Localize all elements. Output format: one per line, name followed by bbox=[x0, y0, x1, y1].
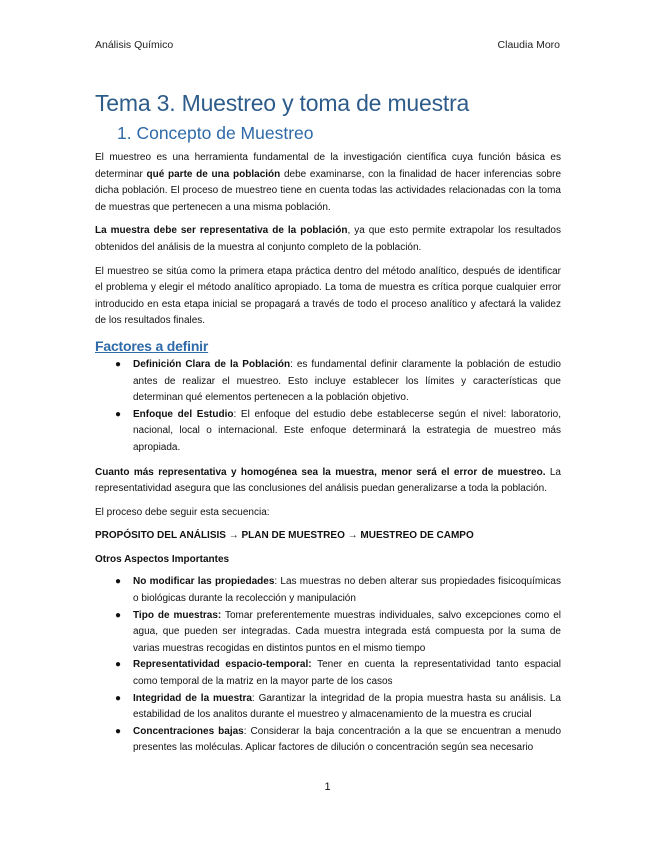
list-item bbox=[95, 357, 561, 407]
list-item-text: : es fundamental definir claramente la población de estudio antes de realizar el muestreo. Esto incluye establecer los límites y características que determinan qué elementos pertenecen a la población objetivo. bbox=[133, 358, 561, 404]
list-item-text: : Considerar la baja concentración a la que se encuentran a menudo presentes las moléculas. Aplicar factores de dilución o concentración según sea necesario bbox=[133, 725, 562, 754]
bullet-icon: ● bbox=[115, 408, 122, 420]
page-number: 1 bbox=[324, 781, 331, 793]
bullet-icon: ● bbox=[115, 576, 122, 588]
bullet-icon: ● bbox=[115, 692, 122, 704]
document-body bbox=[95, 88, 561, 765]
otros-heading: Otros Aspectos Importantes bbox=[95, 553, 230, 565]
p1-text-c: debe examinarse, con la finalidad de hacer inferencias sobre dicha población. El proceso de muestreo tiene en cuenta todas las actividades relacionadas con la toma de muestras que pertenecen a una misma población. bbox=[95, 168, 562, 213]
list-item bbox=[95, 657, 561, 690]
factores-list bbox=[95, 357, 561, 457]
list-item-text: : Las muestras no deben alterar sus propiedades fisicoquímicas o biológicas durante la recolección y manipulación bbox=[133, 576, 561, 605]
list-item-text: : Garantizar la integridad de la propia muestra hasta su análisis. La estabilidad de los analitos durante el muestreo y almacenamiento de la muestra es crucial bbox=[133, 692, 561, 721]
list-item bbox=[95, 608, 561, 658]
paragraph-1 bbox=[95, 150, 561, 216]
bullet-icon: ● bbox=[115, 659, 122, 671]
paragraph-2 bbox=[95, 223, 561, 256]
bullet-icon: ● bbox=[115, 725, 122, 737]
list-item-bold: Definición Clara de la Población bbox=[133, 358, 291, 370]
p1-bold: qué parte de una población bbox=[146, 168, 281, 180]
p1-text-a: El muestreo es una herramienta fundamental de la investigación científica cuya función básica es determinar bbox=[95, 152, 561, 180]
list-item-bold: Integridad de la muestra bbox=[133, 692, 252, 704]
list-item-bold: Concentraciones bajas bbox=[133, 725, 244, 737]
list-item-text: Tener en cuenta la representatividad tanto espacial como temporal de la matriz en la mayor parte de los casos bbox=[133, 659, 561, 688]
paragraph-3: El muestreo se sitúa como la primera etapa práctica dentro del método analítico, después de identificar el problema y elegir el método analítico apropiado. La toma de muestra es crítica porque cualquier error introducido en esta etapa inicial se propagará a través de todo el proceso analítico y afectará la validez de los resultados finales. bbox=[95, 265, 561, 327]
list-item-bold: No modificar las propiedades bbox=[133, 576, 275, 588]
paragraph-4 bbox=[95, 465, 561, 498]
otros-list bbox=[95, 574, 561, 757]
list-item bbox=[95, 691, 561, 724]
list-item bbox=[95, 574, 561, 607]
p4-text: La representatividad asegura que las conclusiones del análisis puedan generalizarse a toda la población. bbox=[95, 466, 561, 495]
list-item bbox=[95, 724, 561, 757]
p2-text: , ya que esto permite extrapolar los resultados obtenidos del análisis de la muestra al conjunto completo de la población. bbox=[95, 225, 561, 253]
bullet-icon: ● bbox=[115, 609, 122, 621]
paragraph-5: El proceso debe seguir esta secuencia: bbox=[95, 506, 270, 518]
p2-bold: La muestra debe ser representativa de la población bbox=[95, 225, 348, 237]
list-item-bold: Representatividad espacio-temporal: bbox=[133, 659, 312, 671]
bullet-icon: ● bbox=[115, 358, 122, 370]
page-title: Tema 3. Muestreo y toma de muestra bbox=[95, 90, 470, 116]
list-item-bold: Tipo de muestras: bbox=[133, 609, 222, 621]
list-item bbox=[95, 407, 561, 457]
header-right: Claudia Moro bbox=[497, 39, 560, 51]
list-item-text: Tomar preferentemente muestras individuales, salvo excepciones como el agua, que pueden ser integradas. Cada muestra integrada está compuesta por la suma de varias muestras recogidas en distintos puntos en el mismo tiempo bbox=[133, 609, 561, 654]
list-item-bold: Enfoque del Estudio bbox=[133, 408, 234, 420]
p4-bold: Cuanto más representativa y homogénea sea la muestra, menor será el error de muestreo. bbox=[95, 466, 546, 478]
header-left: Análisis Químico bbox=[95, 39, 174, 51]
factores-heading: Factores a definir bbox=[95, 337, 209, 354]
section-heading: 1. Concepto de Muestreo bbox=[117, 123, 314, 143]
sequence-line: PROPÓSITO DEL ANÁLISIS → PLAN DE MUESTREO → MUESTREO DE CAMPO bbox=[95, 530, 474, 542]
list-item-text: : El enfoque del estudio debe establecerse según el nivel: laboratorio, nacional, local o internacional. Este enfoque determinará la estrategia de muestreo más apropiada. bbox=[133, 408, 561, 453]
